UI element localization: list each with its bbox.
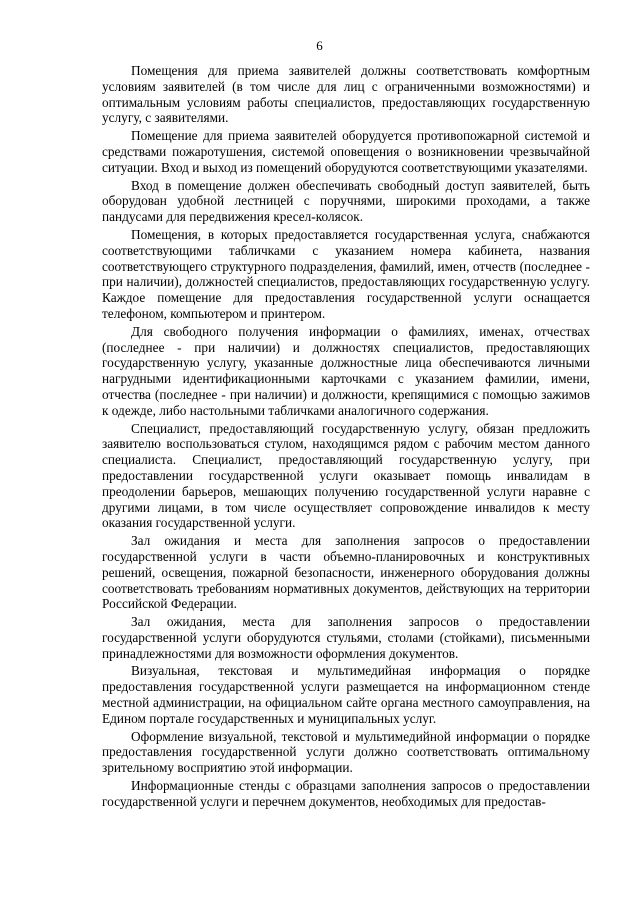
page-number: 6 xyxy=(316,38,323,53)
body-text xyxy=(102,63,590,812)
paragraph: Помещения для приема заявителей должны соответствовать комфортным условиям заявителей (в том числе для лиц с ограниченными возможностями) и оптимальным условиям работы специалистов, предоставляющих государственную услугу, с заявителями. xyxy=(102,63,590,126)
paragraph: Зал ожидания и места для заполнения запросов о предоставлении государственной услуги в части объемно-планировочных и конструктивных решений, освещения, пожарной безопасности, инженерного оборудования должны соответствовать требованиям нормативных документов, действующих на территории Российской Федерации. xyxy=(102,533,590,612)
paragraph: Информационные стенды с образцами заполнения запросов о предоставлении государственной услуги и перечнем документов, необходимых для предостав- xyxy=(102,778,590,809)
paragraph: Помещения, в которых предоставляется государственная услуга, снабжаются соответствующими табличками с указанием номера кабинета, названия соответствующего структурного подразделения, фамилий, имен, отчеств (последнее - при наличии), должностей специалистов, предоставляющих государственную услугу. Каждое помещение для предоставления государственной услуги оснащается телефоном, компьютером и принтером. xyxy=(102,226,590,321)
paragraph: Помещение для приема заявителей оборудуется противопожарной системой и средствами пожаротушения, системой оповещения о возникновении чрезвычайной ситуации. Вход и выход из помещений оборудуются соответствующими указателями. xyxy=(102,128,590,175)
paragraph: Оформление визуальной, текстовой и мультимедийной информации о порядке предоставления государственной услуги должно соответствовать оптимальному зрительному восприятию этой информации. xyxy=(102,728,590,776)
paragraph: Для свободного получения информации о фамилиях, именах, отчествах (последнее - при наличии) и должностях специалистов, предоставляющих государственную услугу, указанные должностные лица обеспечиваются личными нагрудными идентификационными карточками с указанием фамилии, имени, отчества (последнее - при наличии) и должности, крепящимися с помощью зажимов к одежде, либо настольными табличками аналогичного содержания. xyxy=(102,323,590,418)
paragraph: Зал ожидания, места для заполнения запросов о предоставлении государственной услуги оборудуются стульями, столами (стойками), письменными принадлежностями для возможности оформления документов. xyxy=(102,614,590,661)
paragraph: Специалист, предоставляющий государственную услугу, обязан предложить заявителю воспользоваться стулом, находящимся рядом с рабочим местом данного специалиста. Специалист, предоставляющий государственную услугу, при предоставлении государственной услуги оказывает помощь инвалидам в преодолении барьеров, мешающих получению государственной услуги наравне с другими лицами, в том числе осуществляет сопровождение инвалидов к месту оказания государственной услуги. xyxy=(102,420,590,531)
paragraph: Визуальная, текстовая и мультимедийная информация о порядке предоставления государственной услуги размещается на информационном стенде местной администрации, на официальном сайте органа местного самоуправления, на Едином портале государственных и муниципальных услуг. xyxy=(102,663,590,726)
paragraph: Вход в помещение должен обеспечивать свободный доступ заявителей, быть оборудован удобной лестницей с поручнями, широкими проходами, а также пандусами для передвижения кресел-колясок. xyxy=(102,177,590,225)
